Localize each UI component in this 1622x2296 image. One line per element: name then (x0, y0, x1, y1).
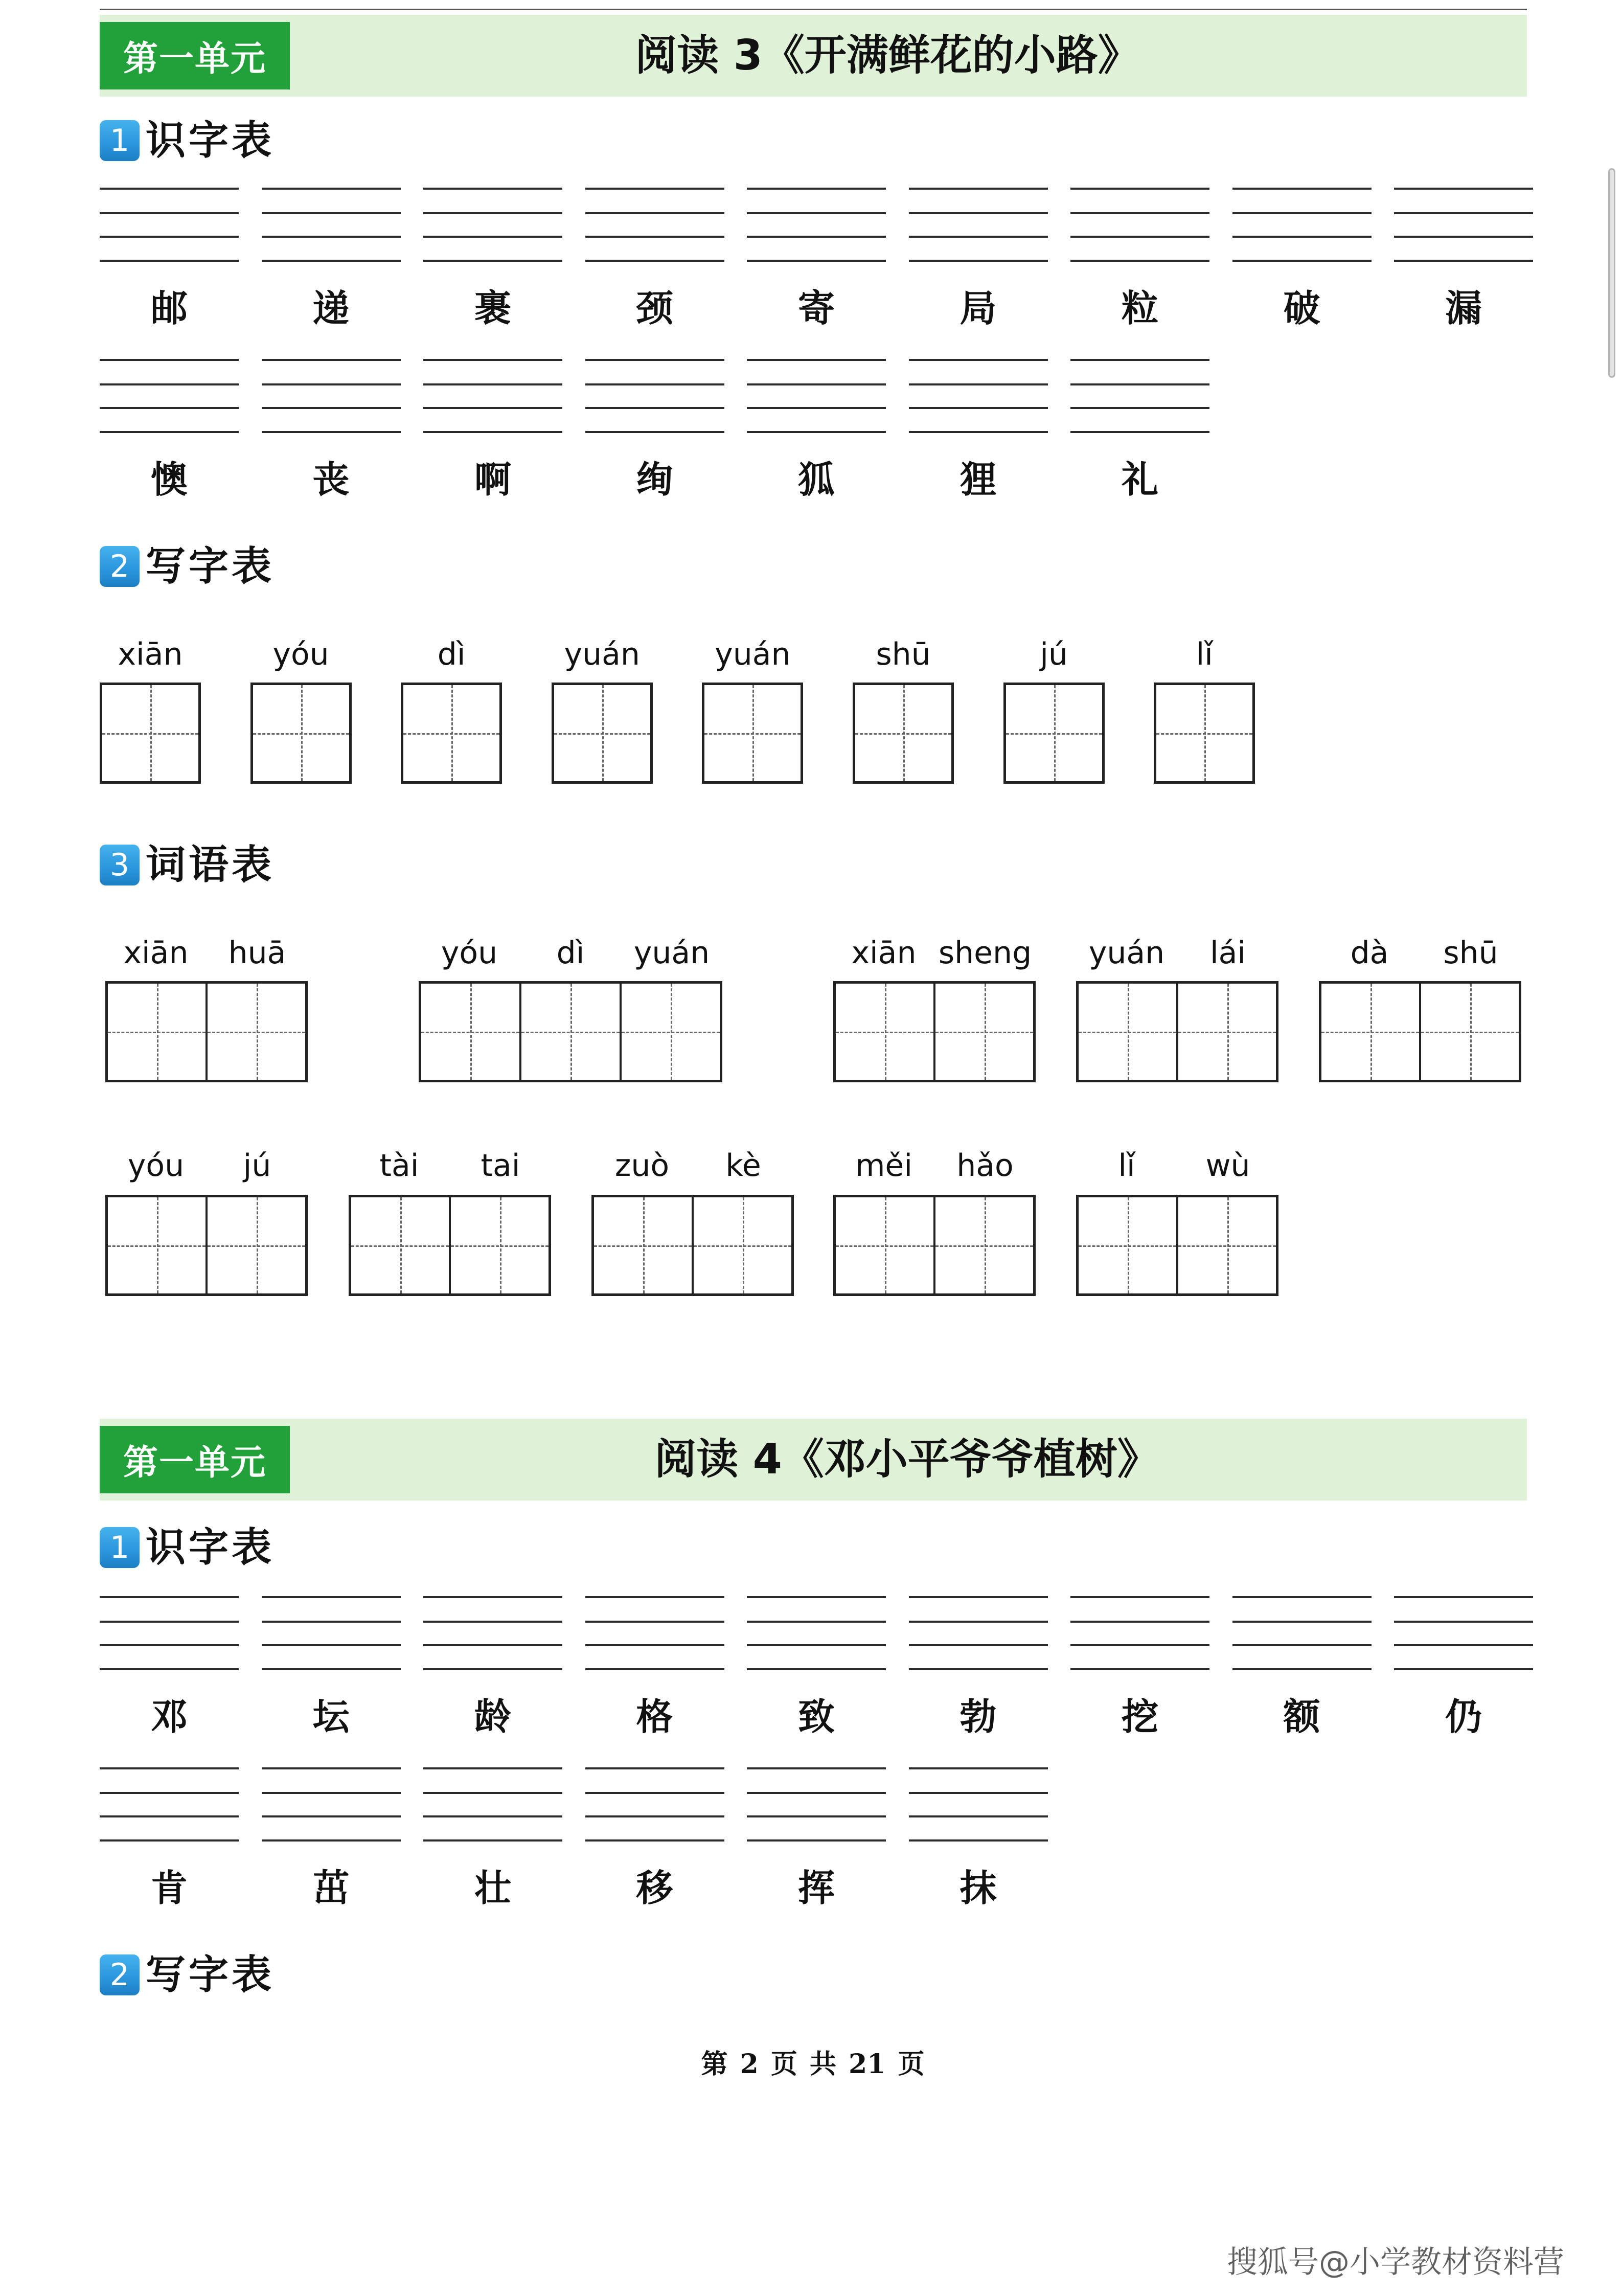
lesson-title: 阅读 3《开满鲜花的小路》 (635, 31, 1140, 80)
tianzige-cell (855, 685, 951, 781)
writing-line (1394, 212, 1533, 214)
recognize-char: 仍 (1445, 1695, 1482, 1738)
writing-line (100, 1668, 239, 1670)
word-cell (351, 1197, 449, 1293)
writing-line (423, 188, 562, 190)
writing-lines (262, 1596, 401, 1671)
writing-line (909, 1621, 1048, 1623)
writing-line (100, 383, 239, 385)
writing-line (262, 359, 401, 361)
writing-line (100, 359, 239, 361)
writing-line (747, 1815, 886, 1817)
writing-line (585, 359, 724, 361)
writing-line (423, 431, 562, 433)
writing-line (1394, 1644, 1533, 1646)
writing-line (1232, 1621, 1372, 1623)
recognize-char: 抹 (960, 1866, 997, 1909)
writing-lines (585, 1596, 724, 1671)
writing-line (585, 260, 724, 262)
pinyin-label: kè (725, 1148, 761, 1184)
unit-tag: 第一单元 (100, 22, 290, 89)
writing-line (747, 431, 886, 433)
pinyin-label: sheng (938, 935, 1032, 971)
section-label: 写字表 (146, 1951, 275, 1998)
writing-line (747, 1792, 886, 1794)
writing-lines (423, 359, 562, 434)
pinyin-label: dà (1350, 935, 1389, 971)
writing-line (100, 1792, 239, 1794)
word-cell (1176, 1197, 1276, 1293)
recognize-char: 漏 (1445, 286, 1482, 330)
writing-line (585, 1767, 724, 1769)
writing-line (1070, 236, 1209, 238)
writing-line (1232, 212, 1372, 214)
writing-line (262, 260, 401, 262)
pinyin-label: yuán (633, 935, 710, 971)
watermark: 搜狐号@小学教材资料营 (1227, 2244, 1564, 2280)
pinyin-label: lǐ (1196, 636, 1213, 672)
writing-line (909, 1644, 1048, 1646)
tianzige-box (1154, 683, 1255, 784)
writing-line (100, 1621, 239, 1623)
writing-line (262, 1668, 401, 1670)
writing-line (585, 212, 724, 214)
writing-line (262, 1767, 401, 1769)
writing-lines (262, 188, 401, 262)
section-heading (100, 1951, 275, 1998)
recognize-char: 茁 (312, 1866, 350, 1909)
writing-line (262, 1792, 401, 1794)
writing-line (585, 1839, 724, 1842)
writing-line (585, 1792, 724, 1794)
writing-line (1232, 1596, 1372, 1598)
word-cell (1079, 984, 1176, 1080)
writing-line (909, 1815, 1048, 1817)
writing-line (262, 407, 401, 409)
recognize-char: 坛 (312, 1695, 350, 1738)
word-box (105, 981, 308, 1082)
recognize-char: 丧 (312, 458, 350, 501)
writing-lines (747, 1596, 886, 1671)
writing-line (1070, 1621, 1209, 1623)
top-rule (100, 9, 1527, 10)
word-cell (108, 1197, 205, 1293)
writing-line (747, 188, 886, 190)
writing-line (1394, 1668, 1533, 1670)
tianzige-cell (704, 685, 801, 781)
word-cell (692, 1197, 791, 1293)
writing-lines (1232, 188, 1372, 262)
writing-lines (909, 1596, 1048, 1671)
pinyin-label: tài (379, 1148, 419, 1184)
recognize-char: 啊 (474, 458, 511, 501)
pinyin-label: hǎo (956, 1148, 1014, 1184)
recognize-char: 额 (1283, 1695, 1320, 1738)
writing-line (423, 1596, 562, 1598)
writing-line (423, 1815, 562, 1817)
word-cell (421, 984, 519, 1080)
writing-line (262, 212, 401, 214)
tianzige-cell (403, 685, 499, 781)
word-box (833, 981, 1036, 1082)
writing-line (262, 236, 401, 238)
writing-line (1070, 383, 1209, 385)
writing-line (585, 407, 724, 409)
writing-line (909, 1596, 1048, 1598)
section-label: 词语表 (146, 842, 275, 888)
recognize-char: 邮 (150, 286, 188, 330)
tianzige-cell (1006, 685, 1102, 781)
section-heading (100, 117, 275, 164)
writing-line (1070, 260, 1209, 262)
writing-line (1232, 1668, 1372, 1670)
pinyin-label: xiān (851, 935, 917, 971)
recognize-char: 礼 (1121, 458, 1158, 501)
writing-line (1394, 1596, 1533, 1598)
pinyin-label: xiān (118, 636, 183, 672)
word-box (1076, 981, 1278, 1082)
pinyin-label: yuán (564, 636, 640, 672)
word-cell (620, 984, 720, 1080)
writing-line (423, 260, 562, 262)
writing-lines (747, 188, 886, 262)
section-heading (100, 543, 275, 589)
pinyin-label: yóu (272, 636, 329, 672)
writing-line (747, 1668, 886, 1670)
section-number-badge: 2 (100, 1954, 140, 1995)
pinyin-label: yuán (1088, 935, 1165, 971)
writing-line (423, 1644, 562, 1646)
writing-line (909, 260, 1048, 262)
section-number-badge: 2 (100, 546, 140, 587)
tianzige-box (853, 683, 954, 784)
writing-line (423, 236, 562, 238)
word-box (1076, 1195, 1278, 1296)
pinyin-label: wù (1205, 1148, 1250, 1184)
pinyin-label: yuán (715, 636, 791, 672)
pinyin-label: jú (1040, 636, 1068, 672)
section-label: 识字表 (146, 1524, 275, 1571)
writing-line (1070, 359, 1209, 361)
writing-lines (423, 1767, 562, 1842)
writing-line (909, 188, 1048, 190)
recognize-char: 局 (960, 286, 997, 330)
writing-line (423, 383, 562, 385)
recognize-char: 懊 (150, 458, 188, 501)
writing-line (262, 1621, 401, 1623)
writing-line (747, 1621, 886, 1623)
writing-line (1394, 188, 1533, 190)
word-cell (836, 984, 933, 1080)
writing-lines (1394, 188, 1533, 262)
recognize-char: 挥 (797, 1866, 835, 1909)
recognize-char: 粒 (1121, 286, 1158, 330)
writing-line (262, 383, 401, 385)
recognize-char: 邓 (150, 1695, 188, 1738)
recognize-char: 裹 (474, 286, 511, 330)
writing-line (909, 1767, 1048, 1769)
tianzige-box (1003, 683, 1105, 784)
writing-line (747, 383, 886, 385)
tianzige-cell (554, 685, 650, 781)
recognize-char: 壮 (474, 1866, 511, 1909)
writing-line (100, 1839, 239, 1842)
writing-line (747, 260, 886, 262)
word-box (419, 981, 722, 1082)
word-cell (933, 984, 1033, 1080)
recognize-char: 颈 (636, 286, 673, 330)
tianzige-cell (1156, 685, 1252, 781)
word-cell (108, 984, 205, 1080)
tianzige-box (100, 683, 201, 784)
writing-line (1070, 1596, 1209, 1598)
writing-line (909, 1839, 1048, 1842)
writing-line (1070, 407, 1209, 409)
writing-lines (100, 359, 239, 434)
writing-lines (585, 188, 724, 262)
tianzige-box (250, 683, 352, 784)
writing-line (585, 1668, 724, 1670)
word-cell (519, 984, 620, 1080)
writing-line (100, 212, 239, 214)
lesson-title: 阅读 4《邓小平爷爷植树》 (654, 1435, 1159, 1484)
writing-line (585, 431, 724, 433)
page-footer: 第 2 页 共 21 页 (701, 2049, 925, 2080)
writing-lines (909, 359, 1048, 434)
word-cell (449, 1197, 549, 1293)
word-cell (205, 1197, 305, 1293)
writing-line (423, 1621, 562, 1623)
writing-line (1394, 260, 1533, 262)
word-cell (1419, 984, 1519, 1080)
writing-line (747, 407, 886, 409)
writing-line (1070, 1668, 1209, 1670)
writing-line (423, 212, 562, 214)
word-box (105, 1195, 308, 1296)
recognize-char: 破 (1283, 286, 1320, 330)
writing-lines (585, 359, 724, 434)
unit-tag: 第一单元 (100, 1426, 290, 1493)
writing-line (747, 212, 886, 214)
writing-lines (909, 188, 1048, 262)
writing-line (909, 407, 1048, 409)
pinyin-label: měi (855, 1148, 913, 1184)
tianzige-box (401, 683, 502, 784)
writing-lines (262, 359, 401, 434)
scrollbar-thumb[interactable] (1608, 168, 1615, 378)
writing-line (262, 431, 401, 433)
pinyin-label: yóu (127, 1148, 185, 1184)
writing-line (100, 236, 239, 238)
tianzige-cell (102, 685, 198, 781)
writing-line (100, 1596, 239, 1598)
writing-line (747, 1839, 886, 1842)
tianzige-box (702, 683, 803, 784)
pinyin-label: dì (556, 935, 585, 971)
writing-line (423, 1839, 562, 1842)
pinyin-label: zuò (614, 1148, 670, 1184)
writing-lines (909, 1767, 1048, 1842)
writing-line (1232, 260, 1372, 262)
writing-line (1394, 1621, 1533, 1623)
writing-line (423, 1668, 562, 1670)
writing-line (100, 431, 239, 433)
pinyin-label: shū (1443, 935, 1498, 971)
pinyin-label: dì (437, 636, 466, 672)
section-heading (100, 842, 275, 888)
writing-line (423, 1767, 562, 1769)
writing-line (747, 1596, 886, 1598)
writing-line (100, 1815, 239, 1817)
writing-line (1394, 236, 1533, 238)
writing-lines (1394, 1596, 1533, 1671)
writing-line (100, 1767, 239, 1769)
writing-line (585, 1644, 724, 1646)
writing-line (1232, 188, 1372, 190)
writing-line (100, 1644, 239, 1646)
writing-line (262, 1815, 401, 1817)
section-number-badge: 1 (100, 1527, 140, 1568)
writing-line (747, 1644, 886, 1646)
recognize-char: 龄 (474, 1695, 511, 1738)
word-cell (836, 1197, 933, 1293)
word-box (591, 1195, 794, 1296)
recognize-char: 绚 (636, 458, 673, 501)
writing-line (909, 383, 1048, 385)
writing-lines (1070, 188, 1209, 262)
writing-lines (100, 1596, 239, 1671)
writing-line (262, 1596, 401, 1598)
writing-line (585, 188, 724, 190)
section-number-badge: 3 (100, 845, 140, 885)
writing-line (262, 1644, 401, 1646)
writing-line (585, 1815, 724, 1817)
word-box (1319, 981, 1521, 1082)
recognize-char: 递 (312, 286, 350, 330)
writing-line (747, 1767, 886, 1769)
writing-lines (100, 188, 239, 262)
writing-line (585, 1621, 724, 1623)
writing-line (423, 407, 562, 409)
writing-line (100, 407, 239, 409)
writing-line (909, 359, 1048, 361)
writing-line (747, 236, 886, 238)
recognize-char: 寄 (797, 286, 835, 330)
recognize-char: 肯 (150, 1866, 188, 1909)
pinyin-label: jú (243, 1148, 271, 1184)
recognize-char: 格 (636, 1695, 673, 1738)
writing-line (423, 1792, 562, 1794)
writing-line (909, 1792, 1048, 1794)
section-label: 写字表 (146, 543, 275, 589)
writing-line (100, 260, 239, 262)
writing-line (262, 188, 401, 190)
recognize-char: 挖 (1121, 1695, 1158, 1738)
word-cell (1321, 984, 1419, 1080)
tianzige-cell (253, 685, 349, 781)
recognize-char: 移 (636, 1866, 673, 1909)
word-cell (1079, 1197, 1176, 1293)
writing-line (1070, 431, 1209, 433)
pinyin-label: lái (1209, 935, 1246, 971)
recognize-char: 狸 (960, 458, 997, 501)
word-cell (1176, 984, 1276, 1080)
writing-line (747, 359, 886, 361)
writing-lines (1070, 1596, 1209, 1671)
section-heading (100, 1524, 275, 1571)
recognize-char: 勃 (960, 1695, 997, 1738)
tianzige-box (552, 683, 653, 784)
word-box (349, 1195, 551, 1296)
pinyin-label: shū (876, 636, 931, 672)
writing-line (585, 236, 724, 238)
pinyin-label: tai (481, 1148, 520, 1184)
word-cell (205, 984, 305, 1080)
writing-line (909, 431, 1048, 433)
writing-line (262, 1839, 401, 1842)
pinyin-label: xiān (123, 935, 189, 971)
writing-lines (747, 359, 886, 434)
section-label: 识字表 (146, 117, 275, 164)
writing-line (1070, 212, 1209, 214)
word-cell (594, 1197, 692, 1293)
writing-line (1232, 236, 1372, 238)
pinyin-label: yóu (441, 935, 498, 971)
writing-lines (585, 1767, 724, 1842)
writing-lines (100, 1767, 239, 1842)
pinyin-label: lǐ (1118, 1148, 1135, 1184)
writing-line (585, 383, 724, 385)
writing-line (100, 188, 239, 190)
writing-line (909, 236, 1048, 238)
section-number-badge: 1 (100, 120, 140, 161)
writing-lines (747, 1767, 886, 1842)
writing-lines (423, 1596, 562, 1671)
writing-line (423, 359, 562, 361)
writing-line (909, 1668, 1048, 1670)
recognize-char: 狐 (797, 458, 835, 501)
writing-lines (423, 188, 562, 262)
word-cell (933, 1197, 1033, 1293)
recognize-char: 致 (797, 1695, 835, 1738)
writing-line (1232, 1644, 1372, 1646)
writing-line (1070, 1644, 1209, 1646)
word-box (833, 1195, 1036, 1296)
writing-lines (262, 1767, 401, 1842)
writing-lines (1232, 1596, 1372, 1671)
pinyin-label: huā (228, 935, 286, 971)
writing-lines (1070, 359, 1209, 434)
writing-line (909, 212, 1048, 214)
writing-line (1070, 188, 1209, 190)
writing-line (585, 1596, 724, 1598)
